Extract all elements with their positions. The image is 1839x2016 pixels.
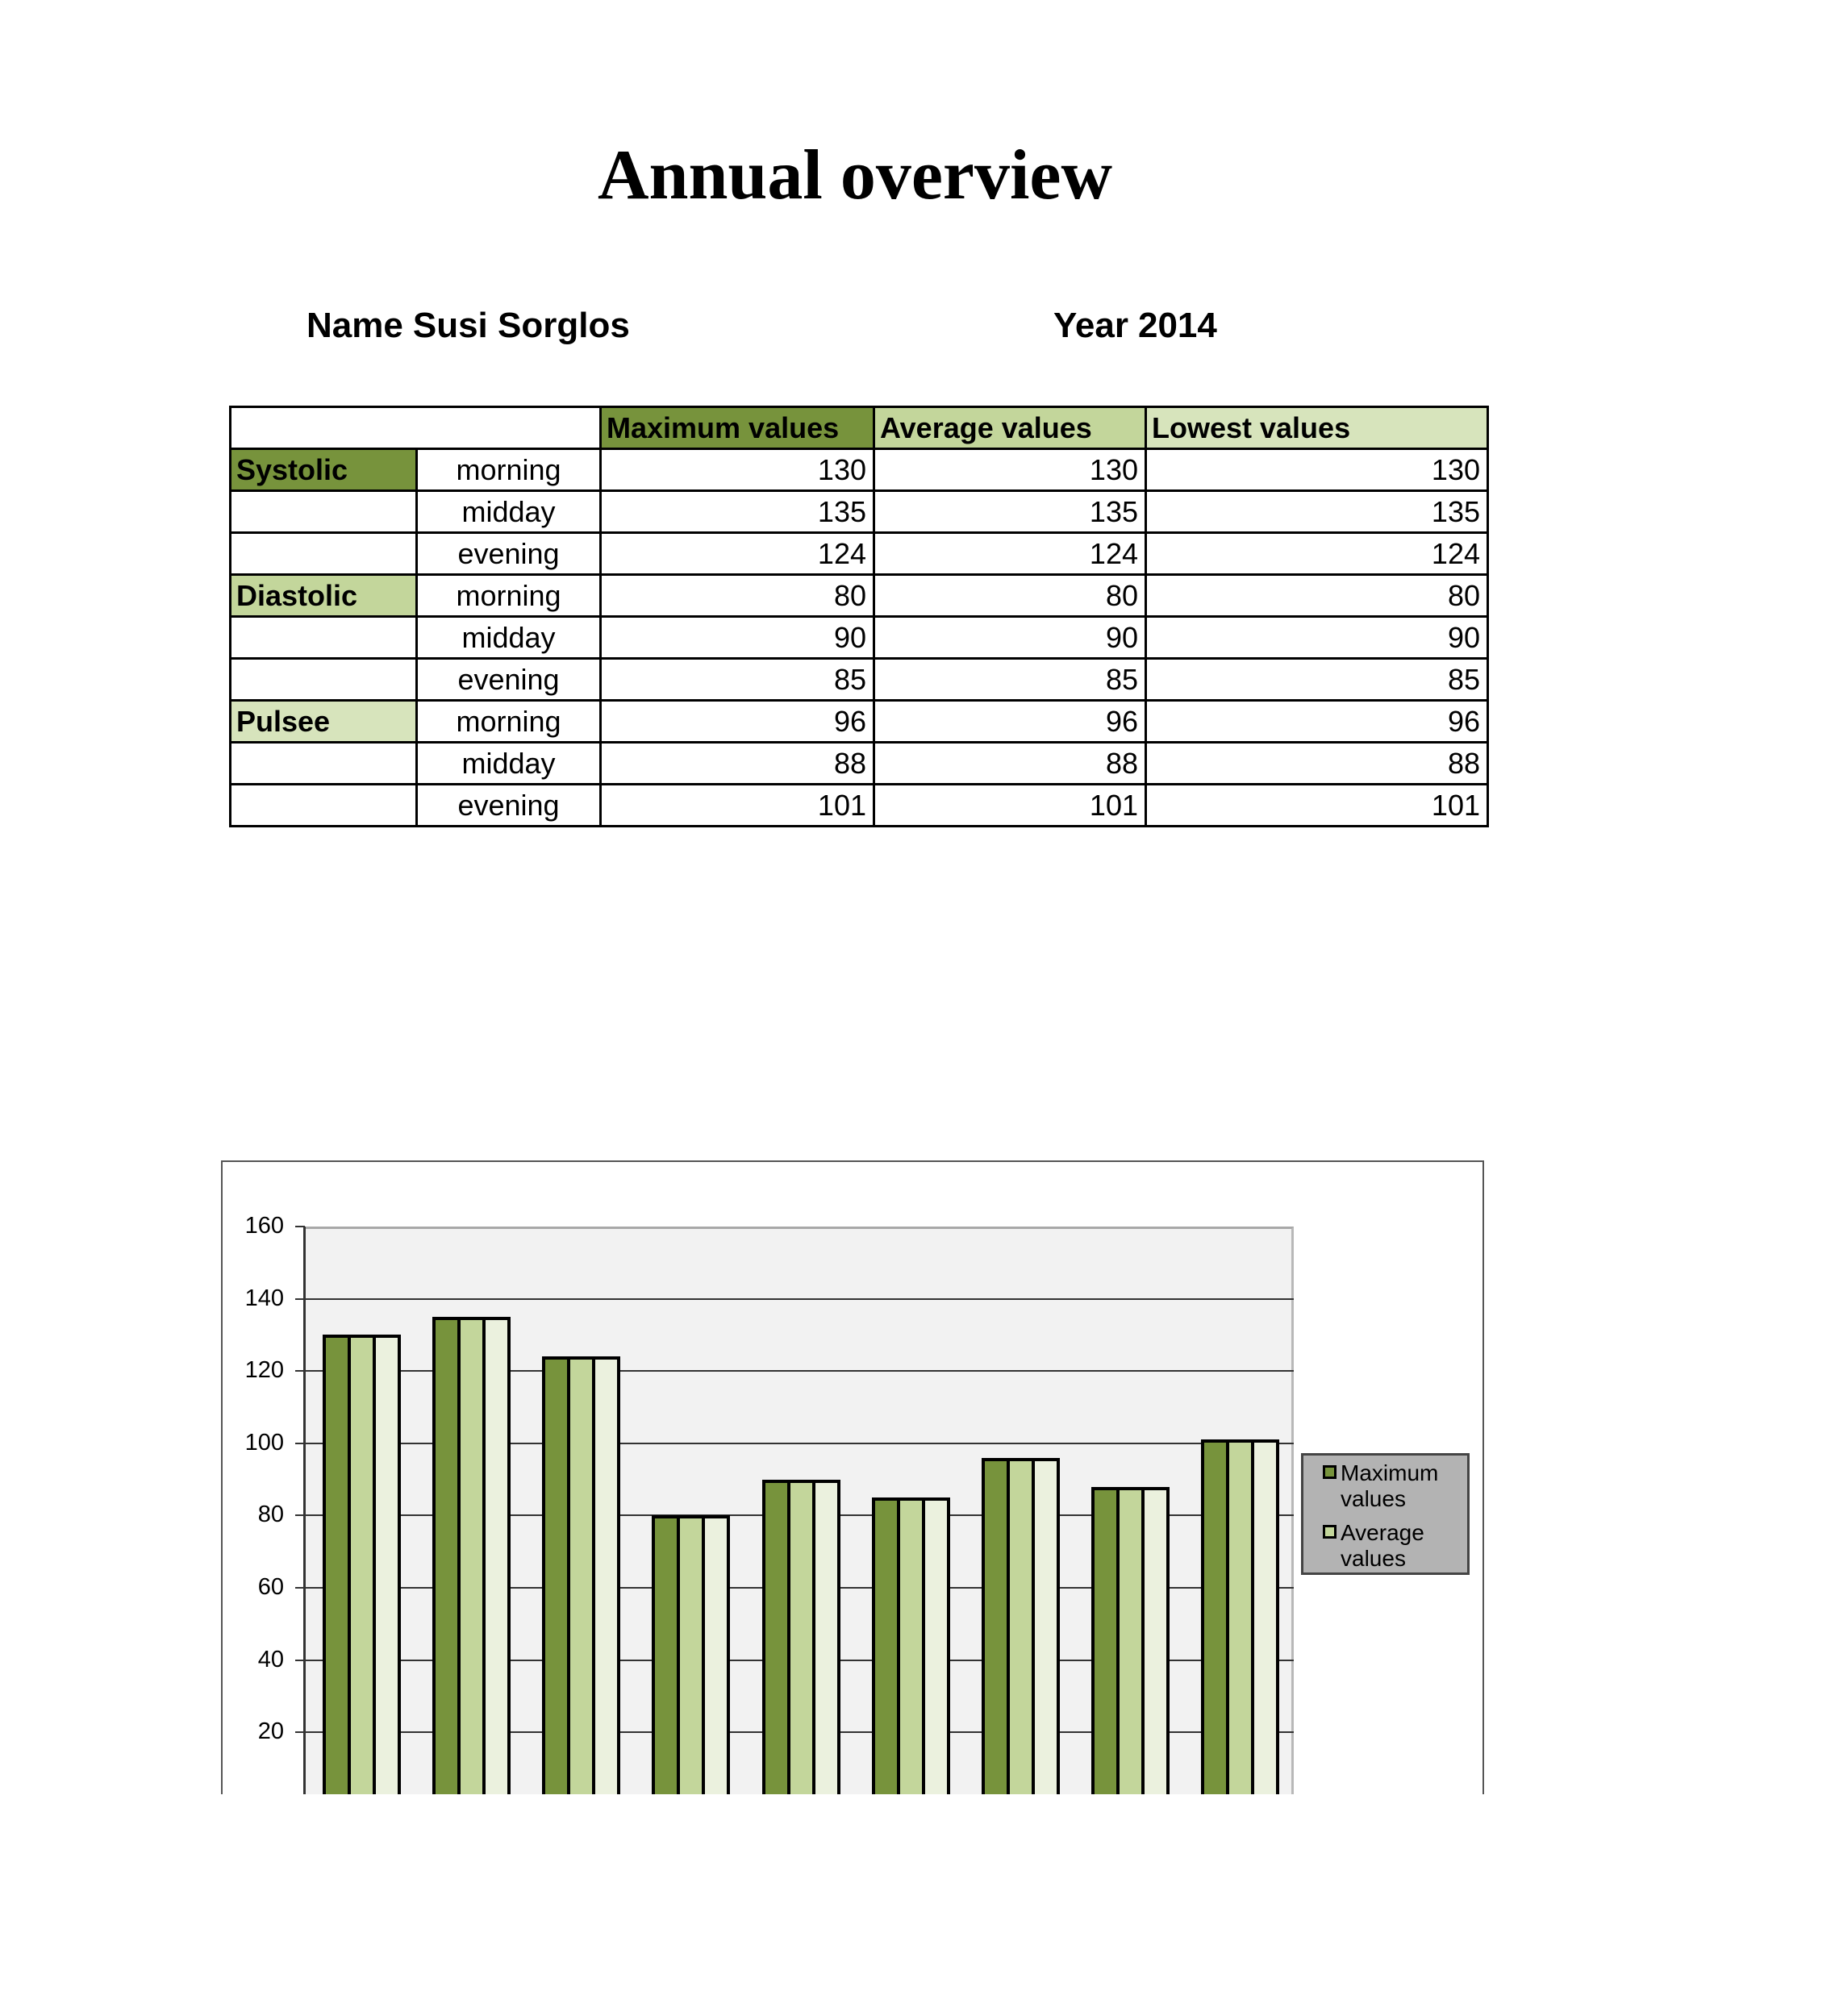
bar-3-series-1 <box>677 1515 705 1794</box>
y-axis <box>303 1227 306 1794</box>
bar-2-series-0 <box>542 1356 570 1794</box>
name-value: Susi Sorglos <box>412 306 630 345</box>
bar-0-series-2 <box>373 1335 401 1794</box>
row-low-cell: 85 <box>1146 659 1488 701</box>
y-tick-label: 80 <box>257 1502 284 1528</box>
header-average-values: Average values <box>874 407 1146 449</box>
header-lowest-values: Lowest values <box>1146 407 1488 449</box>
bar-1-series-2 <box>482 1317 511 1794</box>
row-max-cell: 101 <box>601 785 874 827</box>
legend-label-average-line1: Average <box>1341 1520 1424 1545</box>
row-low-cell: 124 <box>1146 533 1488 575</box>
row-max-cell: 90 <box>601 617 874 659</box>
y-tick-label: 100 <box>244 1429 284 1456</box>
y-tick-label: 140 <box>244 1285 284 1311</box>
row-period-cell: midday <box>417 491 601 533</box>
row-avg-cell: 96 <box>874 701 1146 743</box>
bar-7-series-0 <box>1091 1487 1120 1794</box>
row-max-cell: 96 <box>601 701 874 743</box>
row-avg-cell: 80 <box>874 575 1146 617</box>
y-tick-label: 120 <box>244 1357 284 1384</box>
row-group-cell: Diastolic <box>231 575 417 617</box>
bar-8-series-2 <box>1251 1439 1279 1794</box>
bar-2-series-1 <box>567 1356 595 1794</box>
row-avg-cell: 101 <box>874 785 1146 827</box>
page-title-text: Annual overview <box>598 136 1112 215</box>
row-period-cell: morning <box>417 701 601 743</box>
legend-swatch-average <box>1323 1525 1337 1539</box>
y-tick-label: 60 <box>257 1574 284 1600</box>
row-low-cell: 96 <box>1146 701 1488 743</box>
row-avg-cell: 124 <box>874 533 1146 575</box>
row-avg-cell: 130 <box>874 449 1146 491</box>
row-group-cell: Pulsee <box>231 701 417 743</box>
legend-item-average <box>1323 1520 1467 1572</box>
row-avg-cell: 135 <box>874 491 1146 533</box>
bar-2-series-2 <box>592 1356 620 1794</box>
bar-7-series-1 <box>1116 1487 1145 1794</box>
row-low-cell: 135 <box>1146 491 1488 533</box>
bar-5-series-1 <box>897 1497 925 1794</box>
row-avg-cell: 90 <box>874 617 1146 659</box>
row-max-cell: 80 <box>601 575 874 617</box>
bar-5-series-0 <box>872 1497 900 1794</box>
row-low-cell: 101 <box>1146 785 1488 827</box>
bar-8-series-0 <box>1201 1439 1229 1794</box>
row-max-cell: 88 <box>601 743 874 785</box>
row-low-cell: 80 <box>1146 575 1488 617</box>
bar-8-series-1 <box>1226 1439 1254 1794</box>
row-avg-cell: 88 <box>874 743 1146 785</box>
bar-1-series-0 <box>432 1317 461 1794</box>
row-period-cell: evening <box>417 533 601 575</box>
row-period-cell: midday <box>417 617 601 659</box>
bar-6-series-0 <box>982 1458 1010 1794</box>
year-label: Year <box>1053 306 1128 345</box>
bar-0-series-1 <box>348 1335 376 1794</box>
row-max-cell: 85 <box>601 659 874 701</box>
row-period-cell: midday <box>417 743 601 785</box>
chart-legend <box>1301 1453 1470 1575</box>
row-period-cell: evening <box>417 659 601 701</box>
name-label: Name <box>306 306 403 345</box>
row-low-cell: 90 <box>1146 617 1488 659</box>
row-low-cell: 130 <box>1146 449 1488 491</box>
row-period-cell: morning <box>417 449 601 491</box>
legend-label-maximum-line1: Maximum <box>1341 1460 1439 1485</box>
row-max-cell: 124 <box>601 533 874 575</box>
row-period-cell: evening <box>417 785 601 827</box>
bar-0-series-0 <box>323 1335 351 1794</box>
bar-6-series-2 <box>1032 1458 1060 1794</box>
bar-4-series-2 <box>812 1480 840 1794</box>
legend-swatch-maximum <box>1323 1465 1337 1479</box>
bar-5-series-2 <box>922 1497 950 1794</box>
y-tick-label: 40 <box>257 1646 284 1672</box>
bar-4-series-1 <box>787 1480 815 1794</box>
row-period-cell: morning <box>417 575 601 617</box>
legend-label-maximum-line2: values <box>1341 1486 1406 1511</box>
bar-7-series-2 <box>1141 1487 1170 1794</box>
bar-1-series-1 <box>457 1317 486 1794</box>
legend-item-maximum <box>1323 1460 1467 1512</box>
row-group-cell: Systolic <box>231 449 417 491</box>
row-max-cell: 135 <box>601 491 874 533</box>
gridline <box>295 1298 1294 1300</box>
bar-3-series-2 <box>702 1515 730 1794</box>
bar-3-series-0 <box>652 1515 680 1794</box>
year-value: 2014 <box>1137 306 1217 345</box>
bar-6-series-1 <box>1007 1458 1035 1794</box>
y-tick-label: 20 <box>257 1718 284 1745</box>
row-avg-cell: 85 <box>874 659 1146 701</box>
row-low-cell: 88 <box>1146 743 1488 785</box>
y-tick-label: 160 <box>244 1213 284 1239</box>
row-max-cell: 130 <box>601 449 874 491</box>
legend-label-average-line2: values <box>1341 1546 1406 1571</box>
bar-4-series-0 <box>762 1480 790 1794</box>
header-maximum-values: Maximum values <box>601 407 874 449</box>
